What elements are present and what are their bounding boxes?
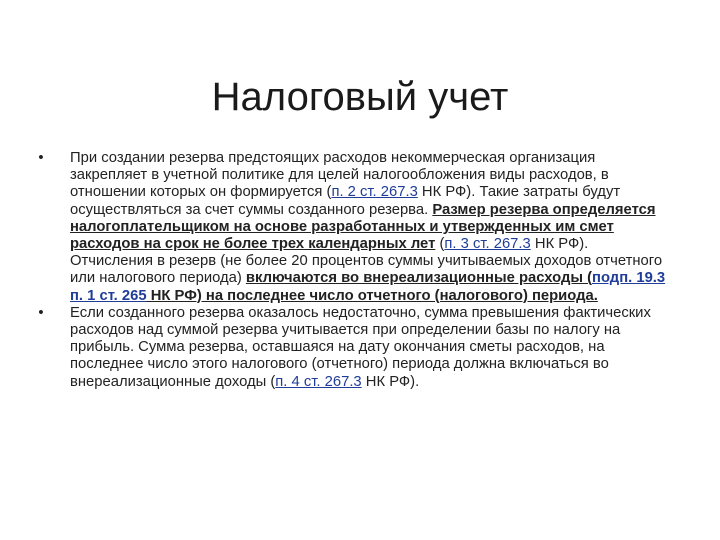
bullet-item-1 bbox=[36, 150, 666, 305]
bullet1-text-2: НК РФ). Такие затраты будут осуществляться за счет суммы созданного резерва. bbox=[70, 184, 621, 218]
bullet-item-2 bbox=[36, 305, 666, 391]
bullet2-text-2: НК РФ). bbox=[361, 373, 420, 390]
bullet1-bold-2: включаются во внереализационные расходы ( bbox=[245, 270, 593, 287]
bullet1-bold-3: НК РФ) на последнее число отчетного (налогового) периода. bbox=[146, 287, 598, 304]
bullet-list bbox=[36, 150, 666, 391]
bullet-dot-icon: • bbox=[38, 304, 44, 321]
law-link-p3-st267-3[interactable]: п. 3 ст. 267.3 bbox=[444, 236, 531, 253]
bullet1-bold-1: Размер резерва определяется налогоплательщиком на основе разработанных и утвержденных им смет расходов на срок не более трех календарных лет bbox=[70, 201, 656, 253]
bullet2-text-1: Если созданного резерва оказалось недостаточно, сумма превышения фактических расходов над суммой резерва учитывается при определении базы по налогу на прибыль. Сумма резерва, оставшаяся на дату окончания сметы расходов, на последнее число этого налогового (отчетного) периода должна включаться во внереализационные доходы ( bbox=[70, 304, 651, 390]
slide-title: Налоговый учет bbox=[211, 74, 509, 119]
law-link-p4-st267-3[interactable]: п. 4 ст. 267.3 bbox=[275, 373, 362, 390]
bullet1-text-4: НК РФ). Отчисления в резерв (не более 20 процентов суммы учитываемых доходов отчетного или налогового периода) bbox=[70, 236, 663, 287]
bullet1-text-1: При создании резерва предстоящих расходов некоммерческая организация закрепляет в учетной политике для целей налогообложения виды расходов, в отношении которых он формируется ( bbox=[70, 150, 609, 201]
bullet-dot-icon: • bbox=[38, 150, 44, 166]
law-link-p2-st267-3[interactable]: п. 2 ст. 267.3 bbox=[331, 184, 418, 201]
bullet1-text-3: ( bbox=[435, 236, 445, 253]
law-link-podp19-3-st265[interactable]: подп. 19.3 п. 1 ст. 265 bbox=[70, 270, 666, 304]
